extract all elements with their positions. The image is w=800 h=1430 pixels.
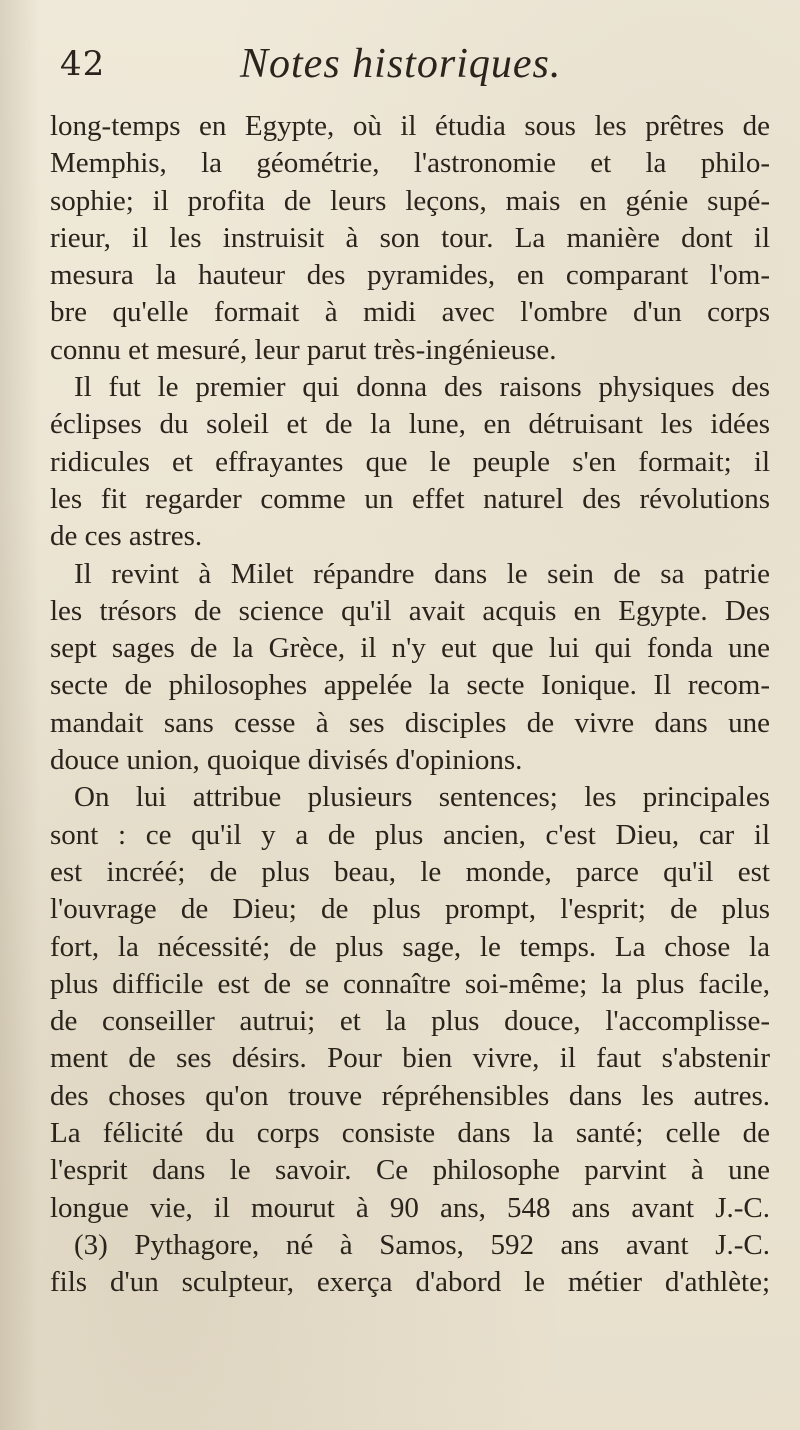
text-line: plus difficile est de se connaître soi-même; la plus facile, xyxy=(50,967,770,1000)
text-line: longue vie, il mourut à 90 ans, 548 ans avant J.-C. xyxy=(50,1191,770,1224)
running-title: Notes historiques. xyxy=(240,41,562,87)
text-line: les trésors de science qu'il avait acquis en Egypte. Des xyxy=(50,594,770,627)
text-line: ment de ses désirs. Pour bien vivre, il faut s'abstenir xyxy=(50,1042,770,1075)
text-line: ridicules et effrayantes que le peuple s'en formait; il xyxy=(50,445,770,478)
footnote-line: fils d'un sculpteur, exerça d'abord le métier d'athlète; xyxy=(50,1266,770,1299)
text-line: mesura la hauteur des pyramides, en comparant l'om- xyxy=(50,259,770,292)
text-line: les fit regarder comme un effet naturel des révolutions xyxy=(50,482,770,515)
text-line: Il revint à Milet répandre dans le sein de sa patrie xyxy=(74,557,770,590)
text-line: fort, la nécessité; de plus sage, le temps. La chose la xyxy=(50,930,770,963)
text-line: secte de philosophes appelée la secte Ionique. Il recom- xyxy=(50,669,770,702)
text-line: Memphis, la géométrie, l'astronomie et la philo- xyxy=(50,147,770,180)
footnote-line: (3) Pythagore, né à Samos, 592 ans avant J.-C. xyxy=(74,1228,770,1261)
text-line: douce union, quoique divisés d'opinions. xyxy=(50,744,523,777)
text-line: sont : ce qu'il y a de plus ancien, c'est Dieu, car il xyxy=(50,818,770,851)
text-line: de conseiller autrui; et la plus douce, l'accomplisse- xyxy=(50,1005,770,1038)
page-gutter-shadow xyxy=(0,0,40,1430)
body-text xyxy=(50,108,770,1302)
text-line: l'ouvrage de Dieu; de plus prompt, l'esprit; de plus xyxy=(50,893,770,926)
text-line: sophie; il profita de leurs leçons, mais en génie supé- xyxy=(50,184,770,217)
text-line: sept sages de la Grèce, il n'y eut que lui qui fonda une xyxy=(50,632,770,665)
page-number: 42 xyxy=(60,44,106,84)
text-line: connu et mesuré, leur parut très-ingénieuse. xyxy=(50,333,557,366)
text-line: bre qu'elle formait à midi avec l'ombre d'un corps xyxy=(50,296,770,329)
text-line: est incréé; de plus beau, le monde, parce qu'il est xyxy=(50,855,770,888)
text-line: de ces astres. xyxy=(50,520,203,553)
text-line: Il fut le premier qui donna des raisons physiques des xyxy=(74,371,770,404)
text-line: mandait sans cesse à ses disciples de vivre dans une xyxy=(50,706,770,739)
text-line: long-temps en Egypte, où il étudia sous les prêtres de xyxy=(50,110,770,142)
text-line: rieur, il les instruisit à son tour. La manière dont il xyxy=(50,221,770,254)
page-header xyxy=(60,41,760,104)
text-line: des choses qu'on trouve répréhensibles dans les autres. xyxy=(50,1079,770,1112)
text-line: La félicité du corps consiste dans la santé; celle de xyxy=(50,1117,770,1150)
text-line: On lui attribue plusieurs sentences; les principales xyxy=(74,781,770,814)
text-line: l'esprit dans le savoir. Ce philosophe parvint à une xyxy=(50,1154,770,1187)
text-line: éclipses du soleil et de la lune, en détruisant les idées xyxy=(50,408,770,441)
